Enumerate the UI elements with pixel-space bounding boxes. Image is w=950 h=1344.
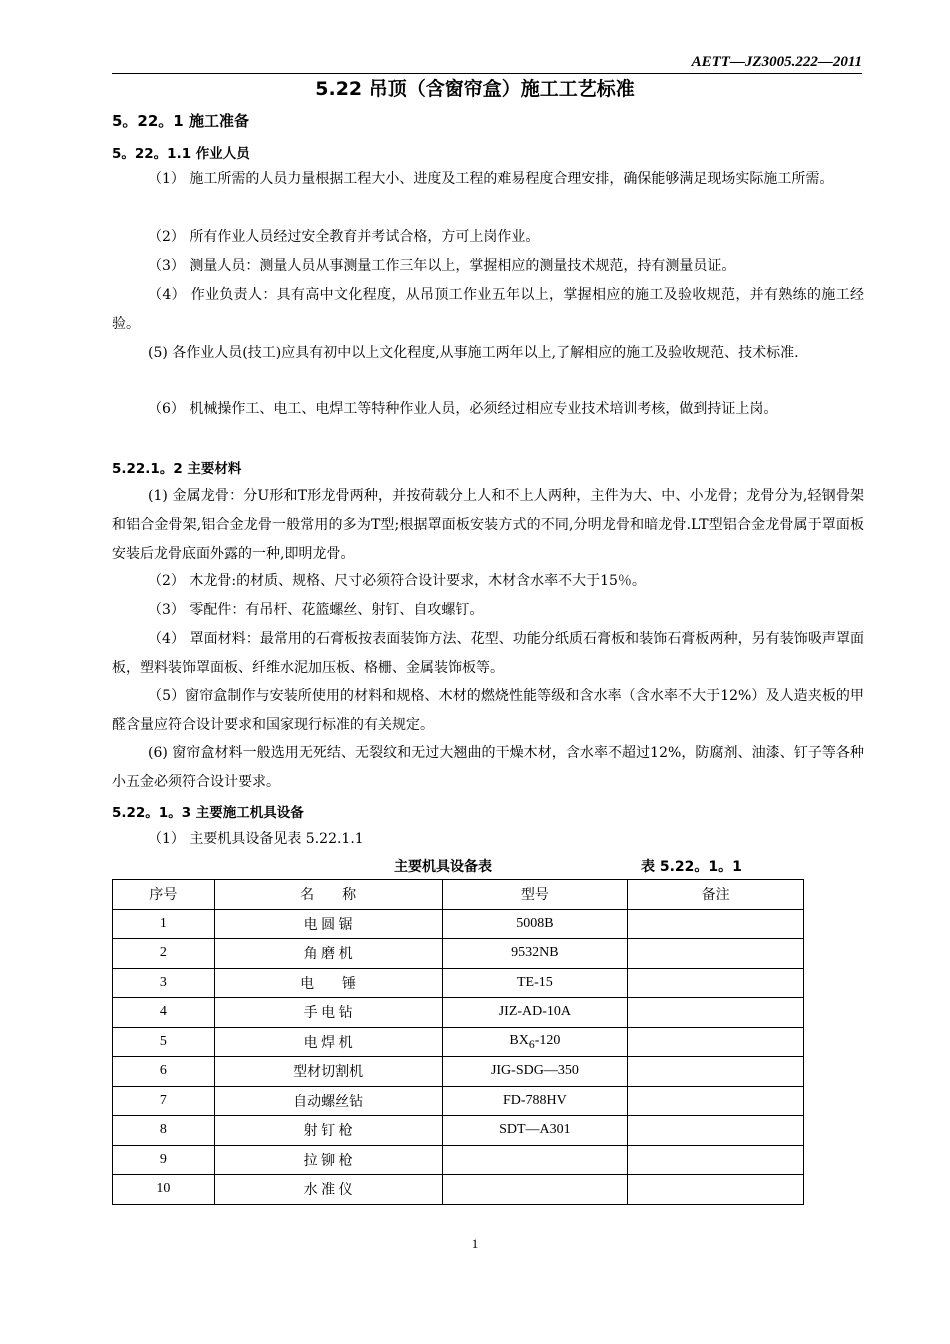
cell-name: 角 磨 机	[214, 939, 442, 969]
table-row	[113, 1145, 804, 1175]
paragraph-materials-2: （2） 木龙骨:的材质、规格、尺寸必须符合设计要求，木材含水率不大于15％。	[148, 573, 646, 589]
table-row	[113, 1175, 804, 1205]
header-cell-name: 名 称	[214, 880, 442, 910]
cell-model	[442, 1175, 628, 1205]
cell-no: 5	[113, 1027, 215, 1057]
cell-no: 8	[113, 1116, 215, 1146]
cell-note	[628, 1057, 804, 1087]
model-tail: -120	[534, 1032, 561, 1048]
paragraph-materials-5: （5）窗帘盒制作与安装所使用的材料和规格、木材的燃烧性能等级和含水率（含水率不大于12%）及人造夹板的甲醛含量应符合设计要求和国家现行标准的有关规定。	[112, 688, 864, 733]
table-header-row	[113, 880, 804, 910]
cell-no: 6	[113, 1057, 215, 1087]
cell-model: FD-788HV	[442, 1086, 628, 1116]
subsection-heading-materials: 5.22.1。2 主要材料	[112, 461, 242, 477]
page-number: 1	[471, 1236, 479, 1251]
cell-no: 3	[113, 968, 215, 998]
table-row	[113, 1086, 804, 1116]
document-code: AETT—JZ3005.222—2011	[691, 54, 862, 70]
table-row	[113, 998, 804, 1028]
cell-note	[628, 1027, 804, 1057]
paragraph-materials-1: (1) 金属龙骨：分U形和T形龙骨两种，并按荷载分上人和不上人两种，主件为大、中、小龙骨；龙骨分为,轻钢骨架和铝合金骨架,铝合金龙骨一般常用的多为T型;根据罩面板安装方式的不同,分明龙骨和暗龙骨.LT型铝合金龙骨属于罩面板安装后龙骨底面外露的一种,即明龙骨。	[112, 488, 864, 562]
cell-no: 1	[113, 909, 215, 939]
table-row	[113, 1057, 804, 1087]
table-row	[113, 1027, 804, 1057]
paragraph-equipment-intro: （1） 主要机具设备见表 5.22.1.1	[148, 831, 364, 847]
header-cell-no: 序号	[113, 880, 215, 910]
cell-note	[628, 1116, 804, 1146]
cell-model	[442, 1145, 628, 1175]
paragraph-personnel-5: (5) 各作业人员(技工)应具有初中以上文化程度,从事施工两年以上,了解相应的施工及验收规范、技术标准.	[148, 345, 799, 361]
paragraph-personnel-4: （4） 作业负责人：具有高中文化程度，从吊顶工作业五年以上，掌握相应的施工及验收规范，并有熟练的施工经验。	[112, 287, 864, 332]
cell-name: 电 圆 锯	[214, 909, 442, 939]
page-title: 5.22 吊顶（含窗帘盒）施工工艺标准	[315, 78, 635, 100]
cell-name: 型材切割机	[214, 1057, 442, 1087]
header-cell-note: 备注	[628, 880, 804, 910]
equipment-table	[112, 879, 804, 1205]
subsection-heading-equipment: 5.22。1。3 主要施工机具设备	[112, 805, 304, 821]
model-main: BX	[509, 1032, 529, 1048]
cell-name: 水 准 仪	[214, 1175, 442, 1205]
cell-note	[628, 1086, 804, 1116]
cell-note	[628, 939, 804, 969]
cell-name: 电 锤	[214, 968, 442, 998]
cell-model	[442, 1027, 628, 1057]
cell-model: JIZ-AD-10A	[442, 998, 628, 1028]
cell-note	[628, 1175, 804, 1205]
paragraph-personnel-3: （3） 测量人员：测量人员从事测量工作三年以上，掌握相应的测量技术规范，持有测量员证。	[148, 258, 736, 274]
paragraph-materials-6: (6) 窗帘盒材料一般选用无死结、无裂纹和无过大翘曲的干燥木材，含水率不超过12%，防腐剂、油漆、钉子等各种小五金必须符合设计要求。	[112, 745, 864, 790]
cell-name: 射 钉 枪	[214, 1116, 442, 1146]
subsection-heading-personnel: 5。22。1.1 作业人员	[112, 146, 250, 162]
table-row	[113, 1116, 804, 1146]
cell-note	[628, 1145, 804, 1175]
paragraph-materials-3: （3） 零配件：有吊杆、花篮螺丝、射钉、自攻螺钉。	[148, 602, 484, 618]
cell-model: JIG-SDG—350	[442, 1057, 628, 1087]
cell-model: SDT—A301	[442, 1116, 628, 1146]
paragraph-personnel-1: （1） 施工所需的人员力量根据工程大小、进度及工程的难易程度合理安排，确保能够满足现场实际施工所需。	[148, 171, 834, 187]
table-title: 主要机具设备表	[394, 859, 492, 875]
model-subscript: 6	[528, 1037, 535, 1051]
cell-no: 2	[113, 939, 215, 969]
cell-note	[628, 968, 804, 998]
cell-no: 7	[113, 1086, 215, 1116]
table-number: 表 5.22。1。1	[641, 859, 742, 875]
cell-name: 电 焊 机	[214, 1027, 442, 1057]
table-row	[113, 909, 804, 939]
cell-note	[628, 909, 804, 939]
cell-note	[628, 998, 804, 1028]
table-row	[113, 939, 804, 969]
cell-no: 10	[113, 1175, 215, 1205]
cell-no: 4	[113, 998, 215, 1028]
cell-no: 9	[113, 1145, 215, 1175]
header-cell-model: 型号	[442, 880, 628, 910]
section-heading-prep: 5。22。1 施工准备	[112, 112, 249, 130]
cell-model: 5008B	[442, 909, 628, 939]
paragraph-personnel-2: （2） 所有作业人员经过安全教育并考试合格，方可上岗作业。	[148, 229, 540, 245]
cell-name: 拉 铆 枪	[214, 1145, 442, 1175]
cell-model: 9532NB	[442, 939, 628, 969]
cell-name: 自动螺丝钻	[214, 1086, 442, 1116]
paragraph-personnel-6: （6） 机械操作工、电工、电焊工等特种作业人员，必须经过相应专业技术培训考核，做到持证上岗。	[148, 401, 778, 417]
cell-model: TE-15	[442, 968, 628, 998]
table-row	[113, 968, 804, 998]
paragraph-materials-4: （4） 罩面材料：最常用的石膏板按表面装饰方法、花型、功能分纸质石膏板和装饰石膏板两种，另有装饰吸声罩面板，塑料装饰罩面板、纤维水泥加压板、格栅、金属装饰板等。	[112, 631, 864, 676]
cell-name: 手 电 钻	[214, 998, 442, 1028]
